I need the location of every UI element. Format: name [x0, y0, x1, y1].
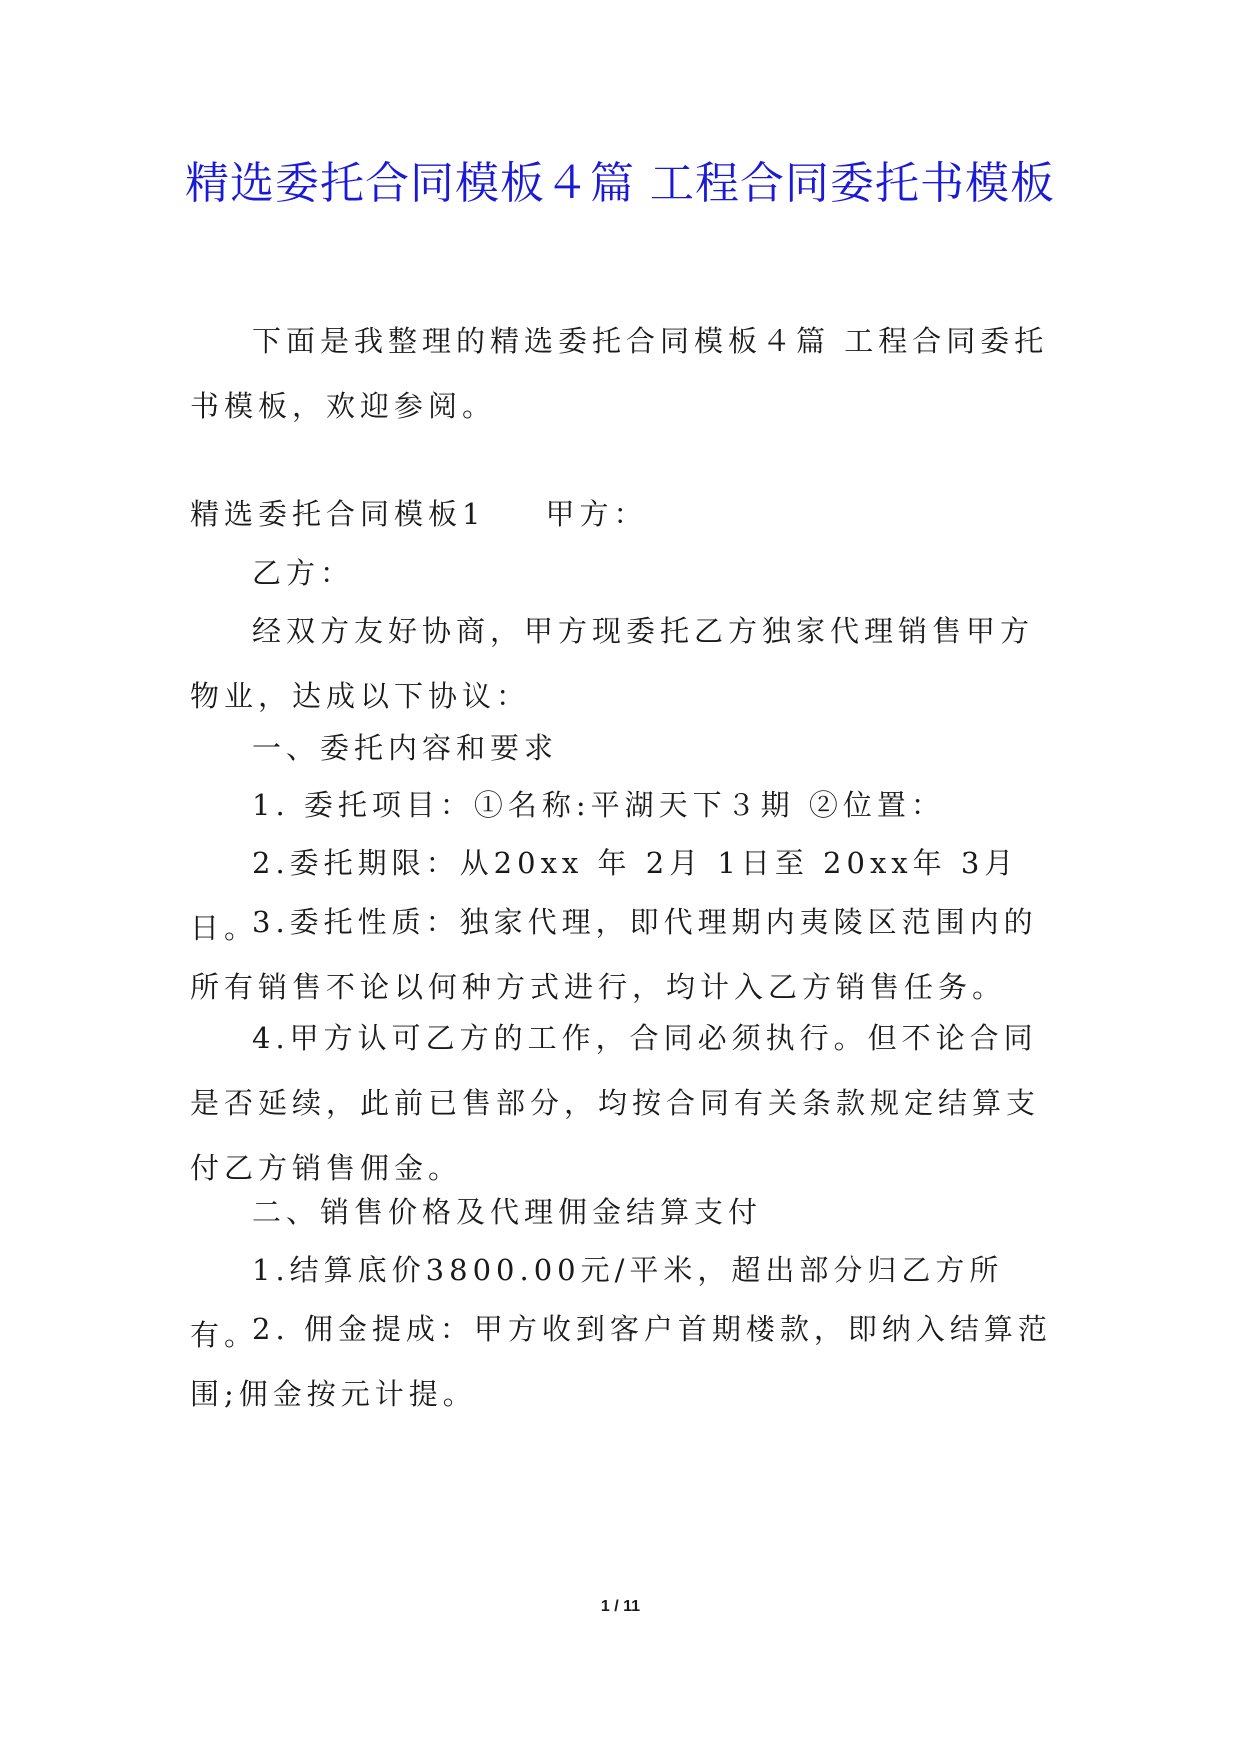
heading-entrust-content: 一、委托内容和要求 [252, 731, 559, 765]
party-a-label: 甲方： [545, 497, 648, 531]
section-heading-line [190, 482, 1055, 547]
intro-paragraph: 下面是我整理的精选委托合同模板４篇 工程合同委托书模板，欢迎参阅。 [190, 324, 1049, 423]
paragraph-agreement: 经双方友好协商，甲方现委托乙方独家代理销售甲方物业，达成以下协议： [190, 614, 1035, 713]
party-b-label: 乙方： [252, 556, 355, 590]
page-number: 1 / 11 [600, 1598, 641, 1615]
item-entrust-period: 2.委托期限：从20xx 年 2月 1日至 20xx年 3月 日。 [190, 846, 1019, 945]
item-commission: 2. 佣金提成：甲方收到客户首期楼款，即纳入结算范围;佣金按元计提。 [190, 1312, 1052, 1411]
item-entrust-project: 1. 委托项目：①名称:平湖天下３期 ②位置： [252, 788, 945, 822]
document-title: 精选委托合同模板４篇 工程合同委托书模板 [185, 158, 1055, 209]
item-base-price: 1.结算底价3800.00元/平米，超出部分归乙方所有。 [190, 1253, 1004, 1352]
item-entrust-nature: 3.委托性质：独家代理，即代理期内夷陵区范围内的所有销售不论以何种方式进行，均计入乙方销售任务。 [190, 905, 1038, 1004]
heading-price-commission: 二、销售价格及代理佣金结算支付 [252, 1195, 763, 1229]
item-party-a-approval: 4.甲方认可乙方的工作，合同必须执行。但不论合同是否延续，此前已售部分，均按合同有关条款规定结算支付乙方销售佣金。 [190, 1021, 1041, 1185]
section-heading: 精选委托合同模板1 [190, 497, 486, 531]
